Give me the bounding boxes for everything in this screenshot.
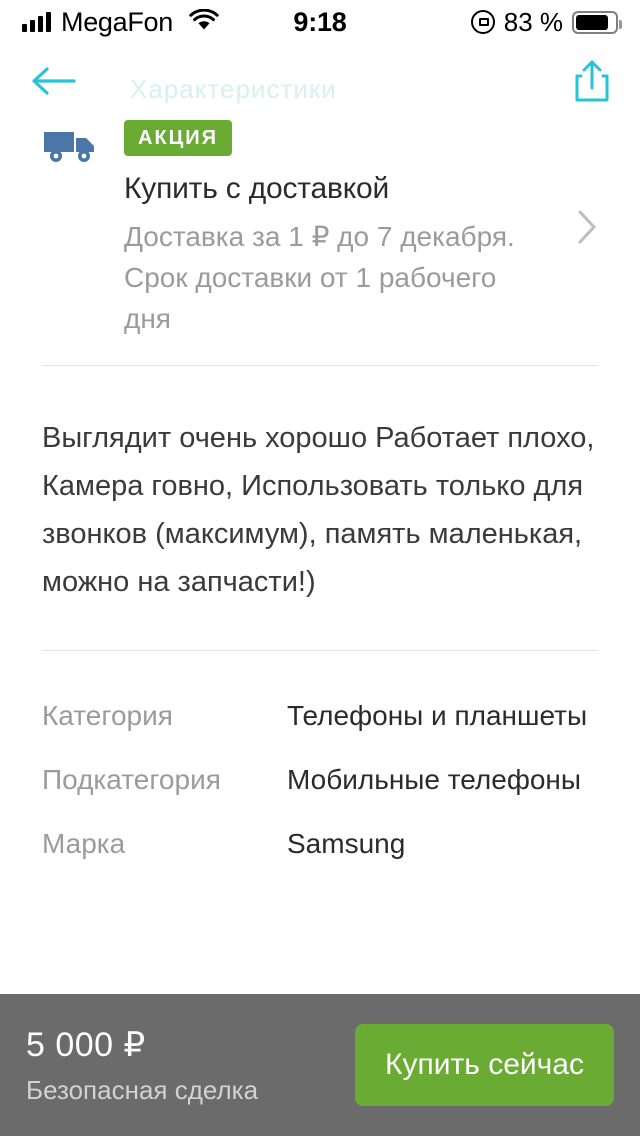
share-icon[interactable] <box>574 59 610 103</box>
battery-icon <box>572 11 618 34</box>
delivery-title: Купить с доставкой <box>124 172 390 205</box>
spec-value: Samsung <box>287 828 406 859</box>
status-bar <box>0 0 640 44</box>
price-block <box>26 1025 355 1106</box>
table-row <box>42 825 598 863</box>
status-bar-right <box>471 7 618 38</box>
rotation-lock-icon <box>471 10 495 34</box>
table-row <box>42 697 598 735</box>
spec-value: Мобильные телефоны <box>287 764 582 795</box>
battery-percent-label: 83 % <box>503 6 563 37</box>
spec-key: Категория <box>42 700 173 731</box>
wifi-icon <box>189 7 219 38</box>
price-label: 5 000 ₽ <box>26 1025 146 1064</box>
delivery-truck-icon <box>42 120 106 171</box>
promo-badge: АКЦИЯ <box>124 120 232 156</box>
spec-value: Телефоны и планшеты <box>287 700 588 731</box>
back-arrow-icon[interactable] <box>30 64 76 98</box>
spec-key: Марка <box>42 828 126 859</box>
scroll-content[interactable] <box>0 118 640 994</box>
safe-deal-label: Безопасная сделка <box>26 1074 259 1105</box>
delivery-subtitle: Доставка за 1 ₽ до 7 декабря. Срок доставки от 1 рабочего дня <box>124 221 515 334</box>
buy-now-button[interactable]: Купить сейчас <box>355 1024 614 1106</box>
delivery-promo-body <box>106 120 566 339</box>
clock-label: 9:18 <box>293 6 347 37</box>
status-bar-left <box>22 7 219 38</box>
signal-bars-icon <box>22 12 51 32</box>
spec-key: Подкатегория <box>42 764 221 795</box>
review-text: Выглядит очень хорошо Работает плохо, Камера говно, Использовать только для звонков (максимум), память маленькая, можно на запчасти!) <box>42 422 595 598</box>
bottom-purchase-bar <box>0 994 640 1136</box>
specs-table <box>0 651 640 863</box>
table-row <box>42 761 598 799</box>
carrier-label: MegaFon <box>61 6 173 37</box>
nav-bar <box>0 44 640 118</box>
chevron-right-icon[interactable] <box>566 209 598 250</box>
delivery-promo-row[interactable] <box>0 120 640 339</box>
ghost-text-artifact: Характеристики <box>130 74 337 104</box>
